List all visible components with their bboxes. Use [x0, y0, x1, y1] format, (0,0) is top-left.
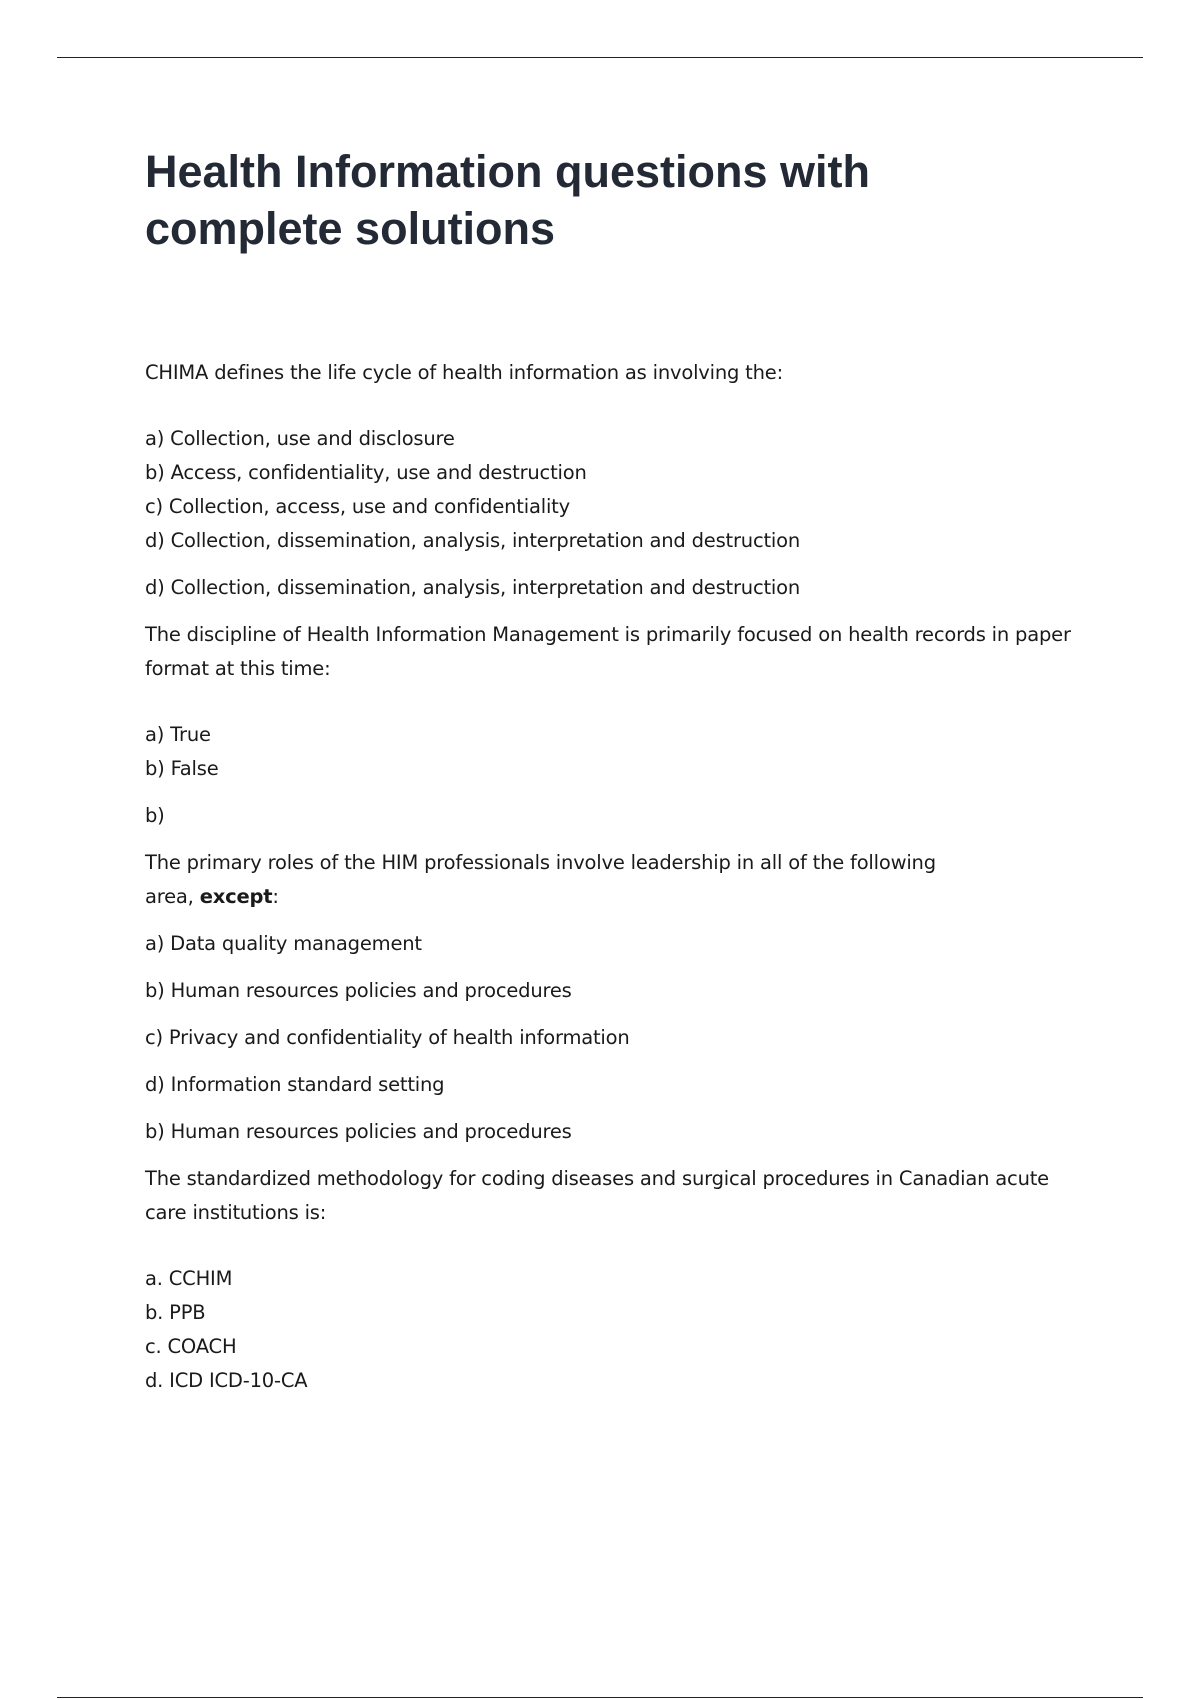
- question-3-answer: b) Human resources policies and procedures: [145, 1120, 572, 1143]
- question-2-text: The discipline of Health Information Management is primarily focused on health records in paper format at this time:: [145, 623, 1071, 680]
- question-2-answer: b): [145, 804, 165, 827]
- question-1-answer: d) Collection, dissemination, analysis, interpretation and destruction: [145, 576, 801, 599]
- question-2-options: [145, 718, 1075, 786]
- question-4-option-c: c. COACH: [145, 1335, 237, 1358]
- question-3-line-2-prefix: area,: [145, 885, 200, 908]
- question-3-option-b: b) Human resources policies and procedures: [145, 979, 572, 1002]
- bottom-divider: [57, 1697, 1143, 1698]
- question-1-option-b: b) Access, confidentiality, use and destruction: [145, 461, 587, 484]
- question-4-option-a: a. CCHIM: [145, 1267, 233, 1290]
- question-3-line-1: The primary roles of the HIM professionals involve leadership in all of the following: [145, 851, 936, 874]
- question-1-option-a: a) Collection, use and disclosure: [145, 427, 455, 450]
- question-4-options: [145, 1262, 1075, 1398]
- document-title: Health Information questions with complete solutions: [145, 146, 871, 254]
- question-1-option-d: d) Collection, dissemination, analysis, interpretation and destruction: [145, 529, 801, 552]
- question-3-suffix: :: [272, 885, 279, 908]
- document-body: [145, 356, 1075, 1398]
- question-3-option-c: c) Privacy and confidentiality of health information: [145, 1026, 630, 1049]
- question-4-option-d: d. ICD ICD-10-CA: [145, 1369, 308, 1392]
- question-1-option-c: c) Collection, access, use and confidentiality: [145, 495, 570, 518]
- question-3-emphasis: except: [199, 885, 273, 908]
- question-2-option-b: b) False: [145, 757, 219, 780]
- question-4-option-b: b. PPB: [145, 1301, 206, 1324]
- question-4-text: The standardized methodology for coding diseases and surgical procedures in Canadian acute care institutions is:: [145, 1167, 1049, 1224]
- question-3-text: [145, 846, 1075, 914]
- question-3-option-a: a) Data quality management: [145, 932, 422, 955]
- question-2-option-a: a) True: [145, 723, 211, 746]
- question-3-option-d: d) Information standard setting: [145, 1073, 445, 1096]
- question-1-options: [145, 422, 1075, 558]
- top-divider: [57, 57, 1143, 58]
- question-1-text: CHIMA defines the life cycle of health information as involving the:: [145, 361, 783, 384]
